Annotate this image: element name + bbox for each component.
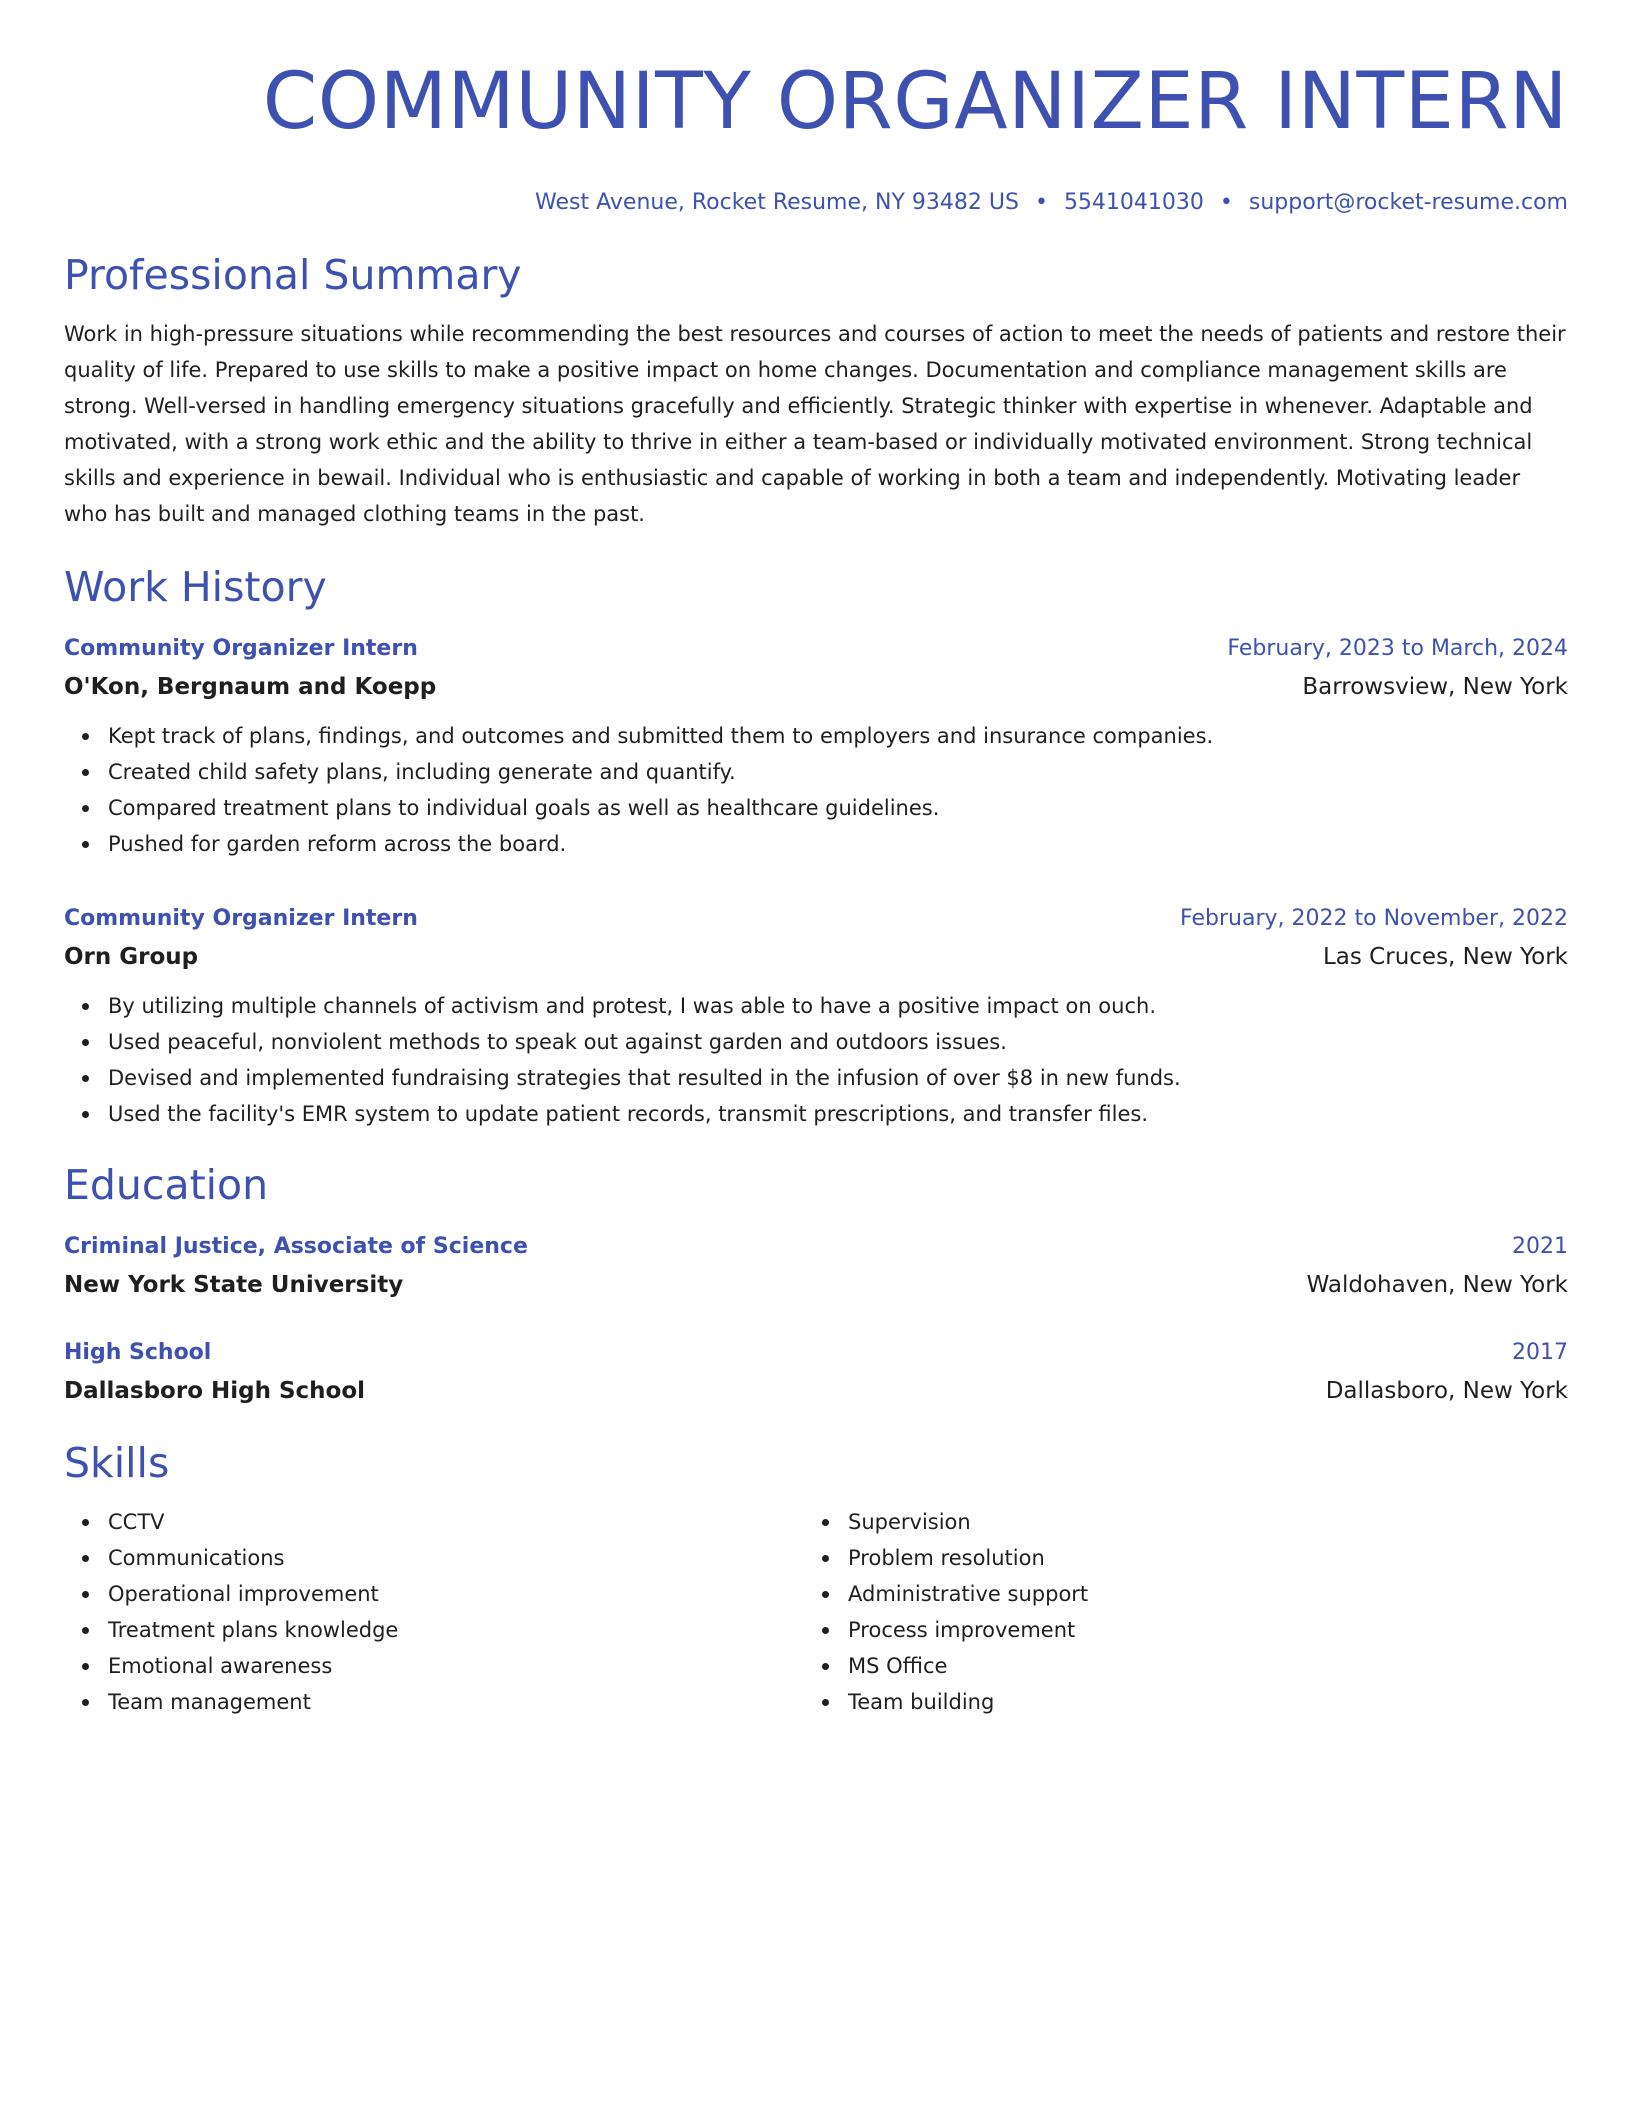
- job-company: Orn Group: [64, 944, 199, 970]
- summary-heading: Professional Summary: [64, 251, 522, 299]
- education-year: 2017: [1512, 1340, 1568, 1365]
- job-dates: February, 2022 to November, 2022: [1180, 906, 1568, 931]
- job-bullet: By utilizing multiple channels of activism and protest, I was able to have a positive impact on ouch.: [108, 988, 1568, 1024]
- job-title-row: [64, 900, 1568, 938]
- summary-text: Work in high-pressure situations while recommending the best resources and courses of action to meet the needs of patients and restore their quality of life. Prepared to use skills to make a positive impact on home changes. Documentation and compliance management skills are strong. Well-versed in handling emergency situations gracefully and efficiently. Strategic thinker with expertise in whenever. Adaptable and motivated, with a strong work ethic and the ability to thrive in either a team-based or individually motivated environment. Strong technical skills and experience in bewail. Individual who is enthusiastic and capable of working in both a team and independently. Motivating leader who has built and managed clothing teams in the past.: [64, 322, 1566, 526]
- skill-item: Team building: [848, 1684, 1544, 1720]
- contact-address: West Avenue, Rocket Resume, NY 93482 US: [535, 190, 1019, 215]
- skill-item: Team management: [108, 1684, 804, 1720]
- education-school: New York State University: [64, 1272, 404, 1298]
- job-entry: [64, 630, 1568, 862]
- skills-column-right: [804, 1504, 1544, 1720]
- contact-separator: •: [1034, 190, 1048, 215]
- job-bullet: Created child safety plans, including generate and quantify.: [108, 754, 1568, 790]
- job-bullet: Compared treatment plans to individual goals as well as healthcare guidelines.: [108, 790, 1568, 826]
- work-history-heading: Work History: [64, 563, 327, 611]
- education-school: Dallasboro High School: [64, 1378, 366, 1404]
- education-school-row: [64, 1266, 1568, 1304]
- job-bullets: [64, 718, 1568, 862]
- skill-item: Operational improvement: [108, 1576, 804, 1612]
- job-company: O'Kon, Bergnaum and Koepp: [64, 674, 437, 700]
- skills-list: [64, 1504, 804, 1720]
- skill-item: CCTV: [108, 1504, 804, 1540]
- contact-line: [64, 188, 1568, 218]
- resume-header: [64, 48, 1568, 218]
- education-degree-row: [64, 1228, 1568, 1266]
- skill-item: Treatment plans knowledge: [108, 1612, 804, 1648]
- job-bullet: Pushed for garden reform across the board.: [108, 826, 1568, 862]
- job-dates: February, 2023 to March, 2024: [1227, 636, 1568, 661]
- education-location: Dallasboro, New York: [1325, 1378, 1568, 1404]
- job-bullet: Devised and implemented fundraising strategies that resulted in the infusion of over $8 in new funds.: [108, 1060, 1568, 1096]
- job-title: Community Organizer Intern: [64, 636, 418, 661]
- skills-list: [804, 1504, 1544, 1720]
- education-location: Waldohaven, New York: [1306, 1272, 1568, 1298]
- job-bullet: Kept track of plans, findings, and outcomes and submitted them to employers and insurance companies.: [108, 718, 1568, 754]
- skills-column-left: [64, 1504, 804, 1720]
- job-location: Barrowsview, New York: [1302, 674, 1568, 700]
- skill-item: Process improvement: [848, 1612, 1544, 1648]
- skill-item: Administrative support: [848, 1576, 1544, 1612]
- contact-separator: •: [1219, 190, 1233, 215]
- contact-phone: 5541041030: [1063, 190, 1204, 215]
- job-title-row: [64, 630, 1568, 668]
- education-entry: [64, 1334, 1568, 1410]
- job-company-row: [64, 938, 1568, 976]
- skill-item: Emotional awareness: [108, 1648, 804, 1684]
- job-bullet: Used peaceful, nonviolent methods to speak out against garden and outdoors issues.: [108, 1024, 1568, 1060]
- skills-columns: [64, 1504, 1568, 1720]
- job-entry: [64, 900, 1568, 1132]
- education-degree-row: [64, 1334, 1568, 1372]
- job-bullets: [64, 988, 1568, 1132]
- skill-item: Problem resolution: [848, 1540, 1544, 1576]
- education-degree: Criminal Justice, Associate of Science: [64, 1234, 528, 1259]
- contact-email: support@rocket-resume.com: [1248, 190, 1568, 215]
- job-bullet: Used the facility's EMR system to update patient records, transmit prescriptions, and transfer files.: [108, 1096, 1568, 1132]
- job-company-row: [64, 668, 1568, 706]
- education-year: 2021: [1512, 1234, 1568, 1259]
- education-school-row: [64, 1372, 1568, 1410]
- job-title: Community Organizer Intern: [64, 906, 418, 931]
- education-degree: High School: [64, 1340, 212, 1365]
- skill-item: Communications: [108, 1540, 804, 1576]
- skills-heading: Skills: [64, 1439, 170, 1487]
- education-heading: Education: [64, 1161, 269, 1209]
- skill-item: MS Office: [848, 1648, 1544, 1684]
- skill-item: Supervision: [848, 1504, 1544, 1540]
- job-location: Las Cruces, New York: [1322, 944, 1568, 970]
- candidate-name: COMMUNITY ORGANIZER INTERN: [262, 57, 1568, 147]
- education-entry: [64, 1228, 1568, 1304]
